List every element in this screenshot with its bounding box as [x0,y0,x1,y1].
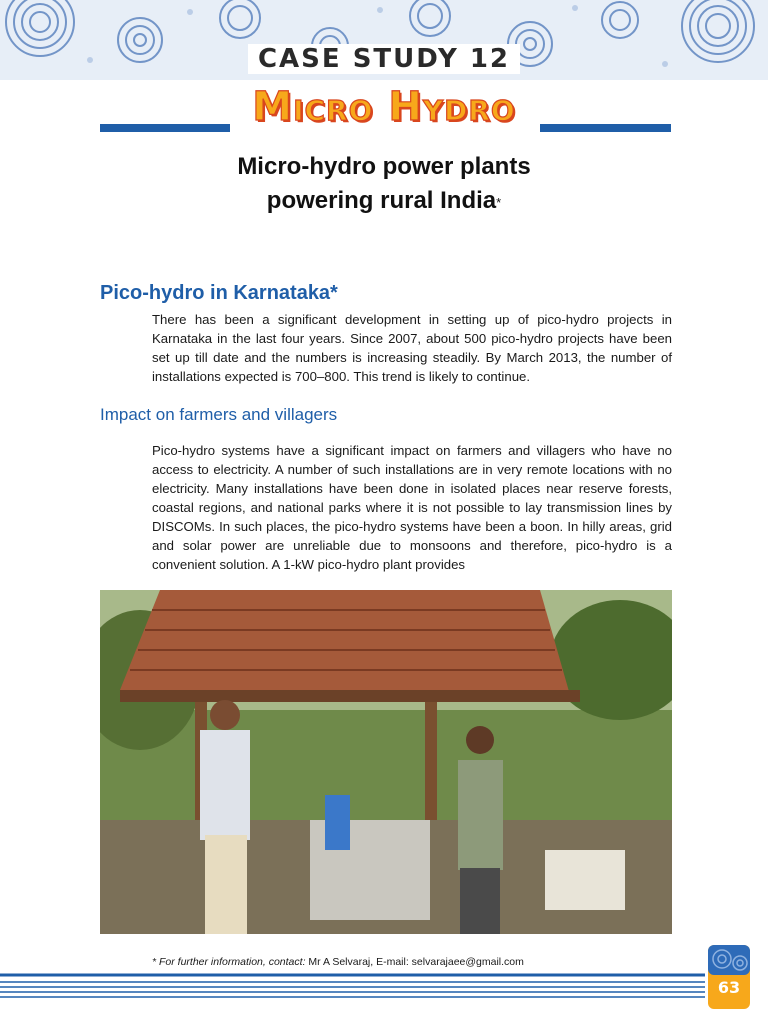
page-number: 63 [717,978,741,997]
subtitle-line-1: Micro-hydro power plants [237,153,531,180]
section-paragraph-impact: Pico-hydro systems have a significant impact on farmers and villagers who have no access to electricity. A number of such installations are in very remote locations with no electricity. Many installations have been done in isolated places near reserve forests, coastal regions, and national parks where it is not possible to lay transmission lines by DISCOMs. In such places, the pico-hydro systems have been a boon. In hilly areas, grid and solar power are unreliable due to monsoons and therefore, pico-hydro is a convenient solution. A 1-kW pico-hydro plant provides [152,443,672,572]
footnote-lead: * For further information, contact: [152,956,306,968]
bottom-decorative-lines [0,973,705,1003]
subtitle-line-2 [0,184,768,218]
section-heading-impact: Impact on farmers and villagers [100,405,338,424]
pico-hydro-photo [100,590,672,934]
case-study-label: CASE STUDY 12 [0,44,768,74]
page-subtitle [0,150,768,218]
footnote [152,956,524,968]
page-number-tab [708,945,750,1009]
footnote-contact: Mr A Selvaraj, E-mail: selvarajaee@gmail.com [305,956,524,968]
subtitle-line-2-text: powering rural India [266,187,497,214]
swirl-pattern-icon [708,945,750,975]
footnote-marker: * [496,195,502,210]
section-heading-karnataka: Pico-hydro in Karnataka* [100,282,338,304]
section-paragraph-karnataka: There has been a significant development in setting up of pico-hydro projects in Karnataka in the last four years. Since 2007, about 500 pico-hydro projects have been set up till date and the numbers is increasing steadily. By March 2013, the number of installations expected is 700–800. This trend is likely to continue. [152,312,672,384]
page-title: Micro Hydro [252,84,516,130]
